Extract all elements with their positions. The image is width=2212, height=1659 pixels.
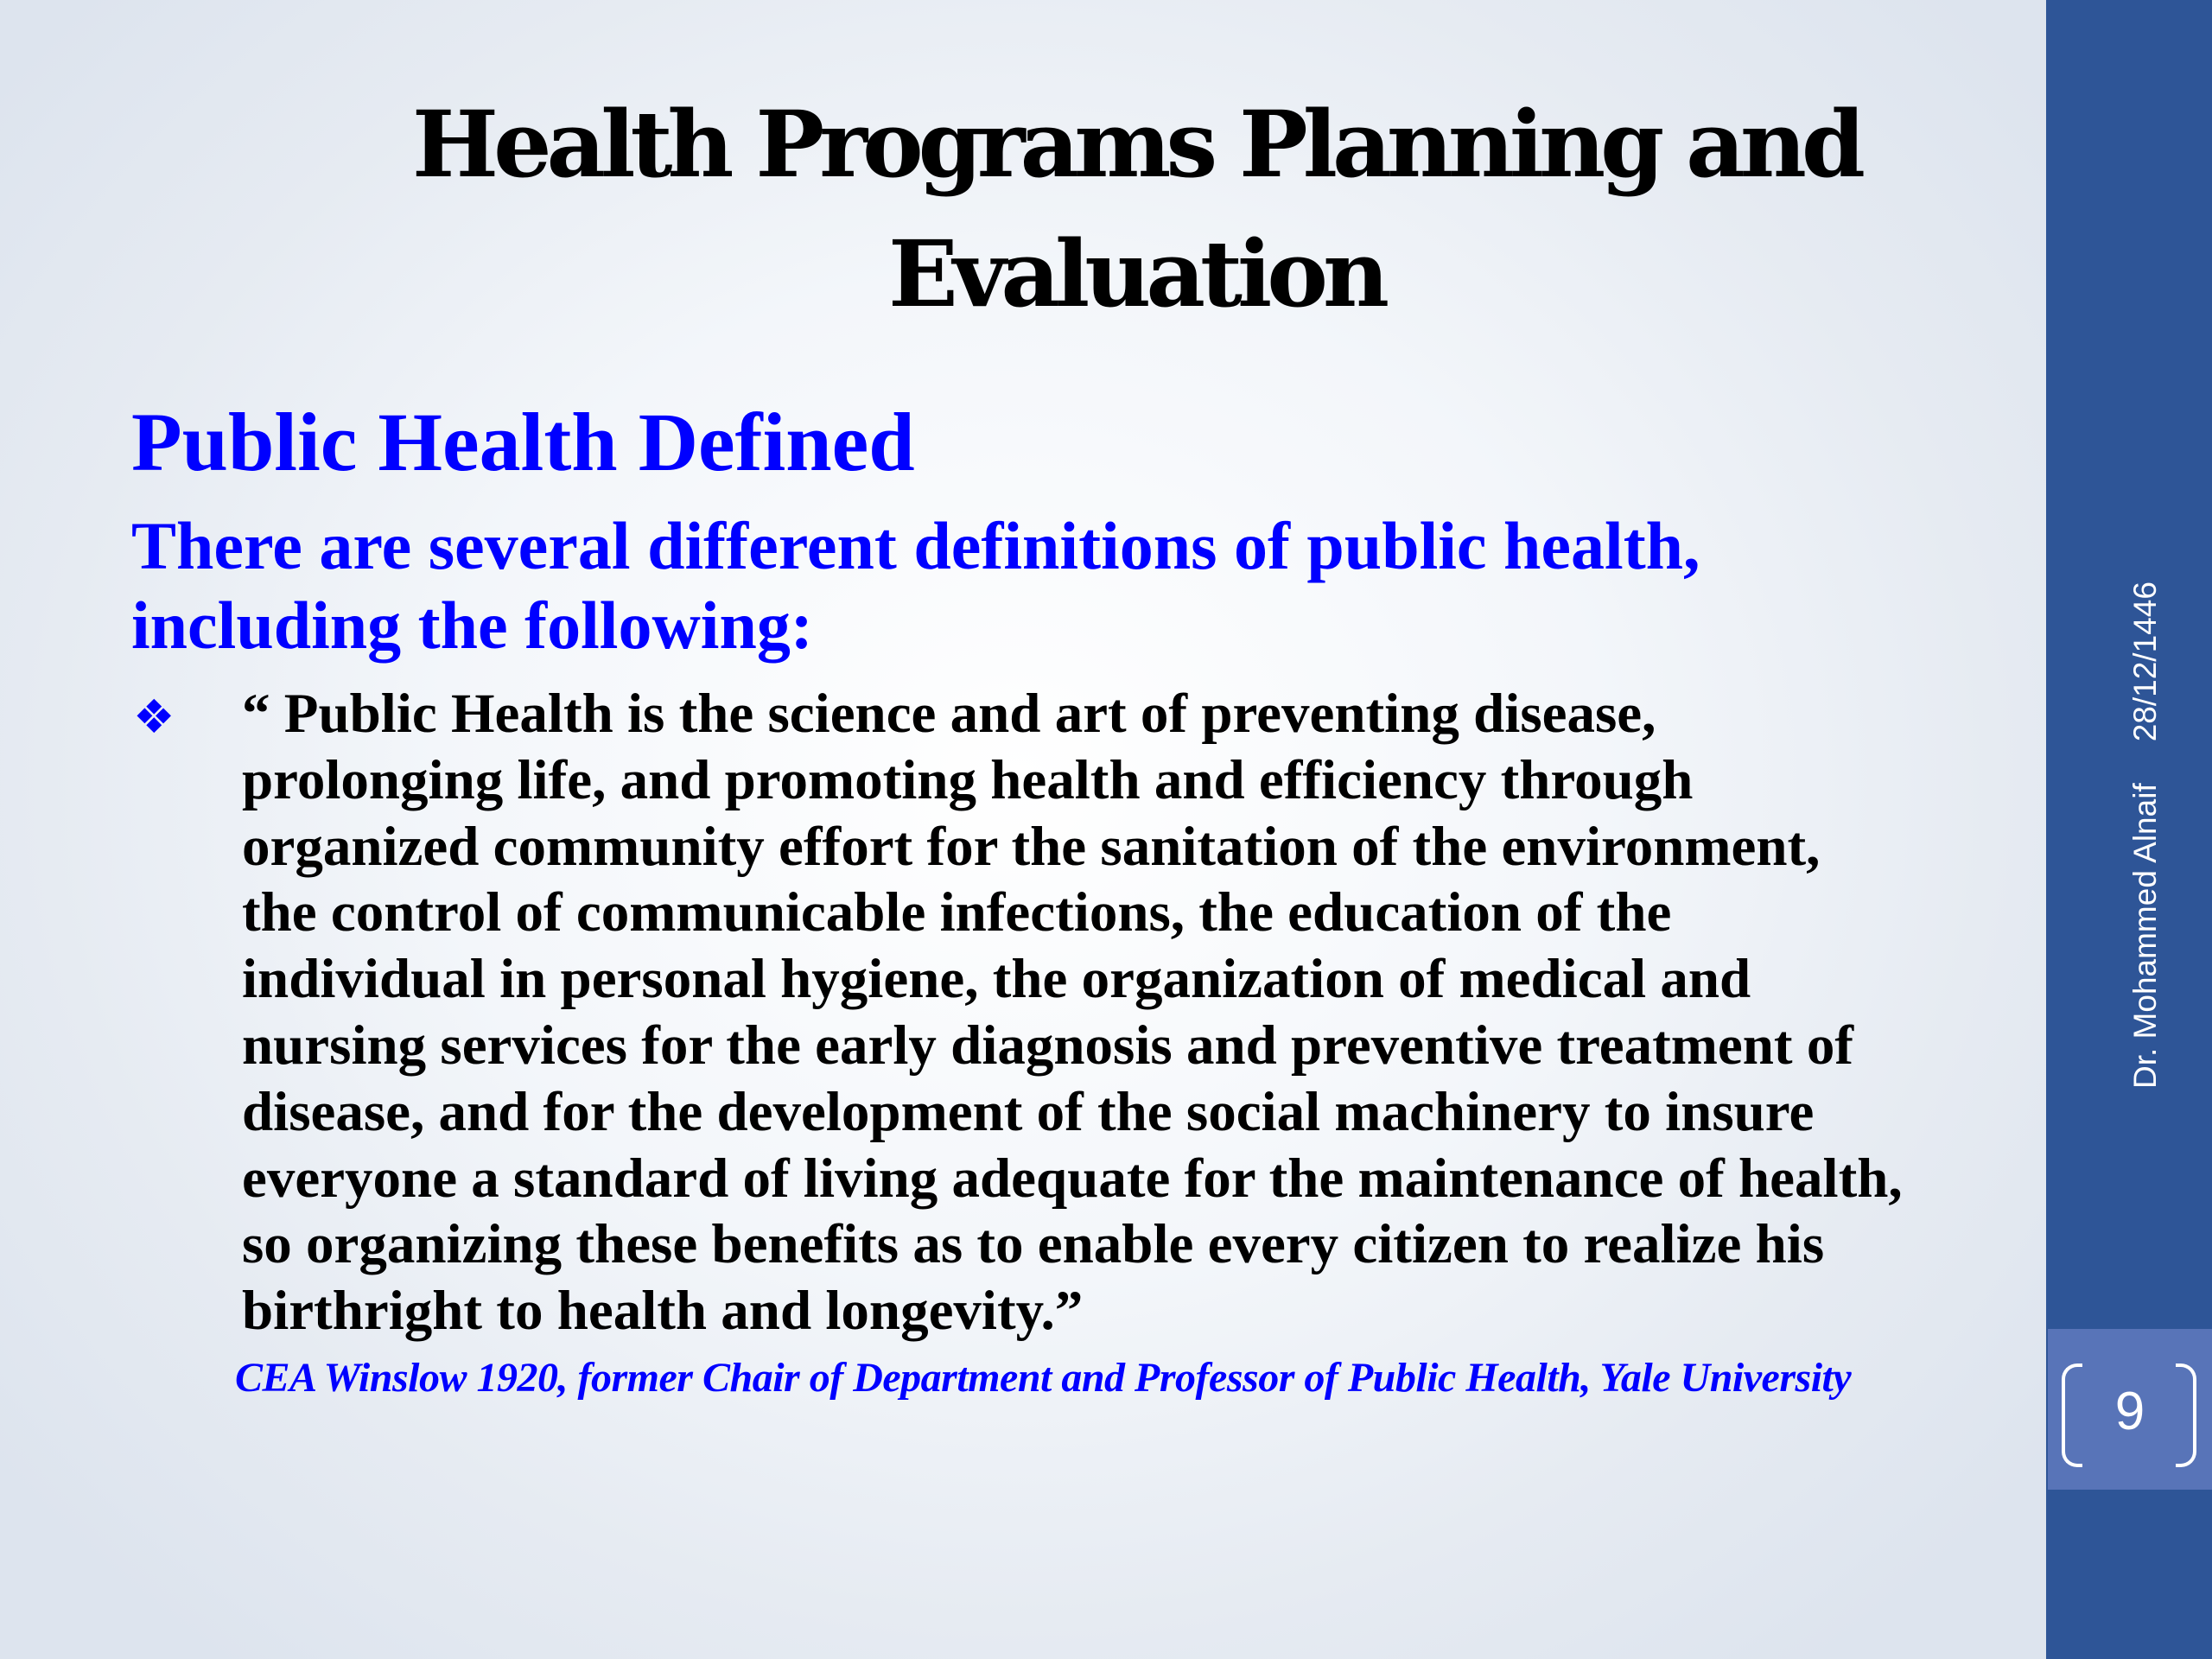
diamond-bullet-icon: ❖ bbox=[133, 690, 175, 744]
page-number: 9 bbox=[2114, 1382, 2145, 1441]
quote-line-2: prolonging life, and promoting health and efficiency through bbox=[242, 748, 1694, 811]
intro-line-2: including the following: bbox=[131, 588, 813, 663]
quote-line-7: disease, and for the development of the social machinery to insure bbox=[242, 1080, 1815, 1143]
quote-line-6: nursing services for the early diagnosis and preventive treatment of bbox=[242, 1014, 1853, 1077]
slide-title bbox=[268, 79, 2005, 339]
footer-author: Dr. Mohammed Alnaif bbox=[2127, 783, 2163, 1089]
quote-line-5: individual in personal hygiene, the organization of medical and bbox=[242, 948, 1751, 1011]
quote-line-3: organized community effort for the sanitation of the environment, bbox=[242, 815, 1821, 878]
title-line-1: Health Programs Planning and bbox=[411, 90, 1861, 198]
vertical-footer bbox=[2128, 582, 2163, 1089]
quote-line-1: “ Public Health is the science and art of preventing disease, bbox=[242, 683, 1656, 745]
intro-line-1: There are several different definitions of public health, bbox=[131, 508, 1700, 583]
quote-line-10: birthright to health and longevity.” bbox=[242, 1280, 1084, 1343]
footer-date: 28/12/1446 bbox=[2127, 582, 2163, 742]
quote-line-9: so organizing these benefits as to enable every citizen to realize his bbox=[242, 1213, 1825, 1276]
title-line-2: Evaluation bbox=[887, 219, 1385, 327]
quote-attribution: CEA Winslow 1920, former Chair of Department and Professor of Public Health, Yale University bbox=[235, 1355, 1852, 1401]
quote-line-4: the control of communicable infections, the education of the bbox=[242, 881, 1672, 944]
quote-line-8: everyone a standard of living adequate for the maintenance of health, bbox=[242, 1147, 1903, 1210]
intro-text bbox=[131, 506, 2032, 665]
section-heading: Public Health Defined bbox=[131, 396, 915, 488]
definition-quote bbox=[242, 681, 2074, 1344]
